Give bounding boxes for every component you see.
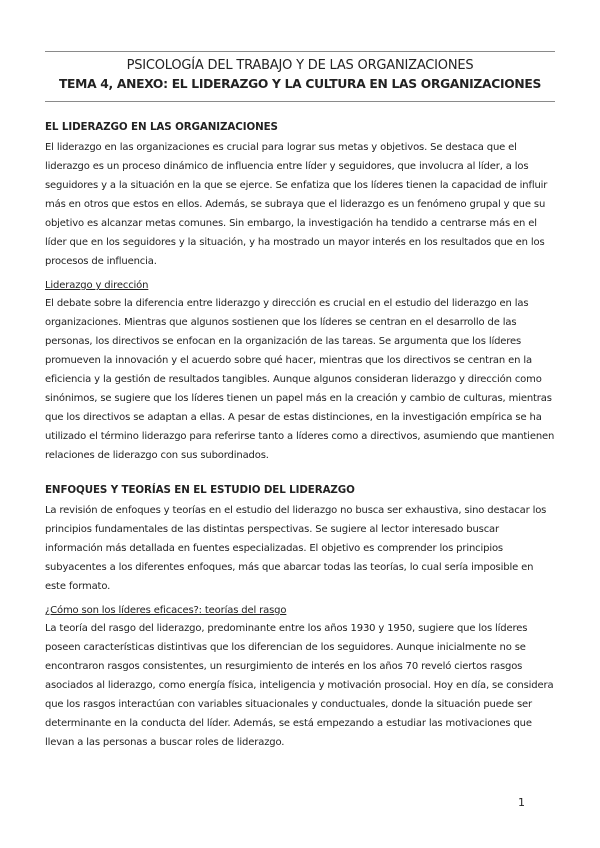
header-top-rule <box>45 51 555 52</box>
section-title-leadership: EL LIDERAZGO EN LAS ORGANIZACIONES <box>45 121 278 133</box>
topic-title: TEMA 4, ANEXO: EL LIDERAZGO Y LA CULTURA EN LAS ORGANIZACIONES <box>58 77 542 91</box>
course-title: PSICOLOGÍA DEL TRABAJO Y DE LAS ORGANIZACIONES <box>126 58 474 73</box>
subsection-title-leadership-management: Liderazgo y dirección <box>45 280 149 291</box>
section-spacer <box>45 465 555 483</box>
section-title-approaches: ENFOQUES Y TEORÍAS EN EL ESTUDIO DEL LIDERAZGO <box>45 484 355 496</box>
section-paragraph-leadership: El liderazgo en las organizaciones es crucial para lograr sus metas y objetivos. Se destaca que el liderazgo es un proceso dinámico de influencia entre líder y seguidores, que involucra al líder, a los seguidores y a la situación en la que se ejerce. Se enfatiza que los líderes tienen la capacidad de influir más en otros que estos en ellos. Además, se subraya que el liderazgo es un fenómeno grupal y que su objetivo es alcanzar metas comunes. Sin embargo, la investigación ha tendido a centrarse más en el líder que en los seguidores y la situación, y ha mostrado un mayor interés en los resultados que en los procesos de influencia. <box>45 142 548 267</box>
document-header <box>45 57 555 93</box>
subsection-paragraph-trait-theories: La teoría del rasgo del liderazgo, predominante entre los años 1930 y 1950, sugiere que los líderes poseen características distintivas que los diferencian de los seguidores. Aunque inicialmente no se encontraron rasgos consistentes, un resurgimiento de interés en los años 70 reveló ciertos rasgos asociados al liderazgo, como energía física, inteligencia y motivación prosocial. Hoy en día, se considera que los rasgos interactúan con variables situacionales y conductuales, donde la situación puede ser determinante en la conducta del líder. Además, se está empezando a estudiar las motivaciones que llevan a las personas a buscar roles de liderazgo. <box>45 623 554 748</box>
header-bottom-rule <box>45 101 555 102</box>
subsection-paragraph-leadership-management: El debate sobre la diferencia entre liderazgo y dirección es crucial en el estudio del liderazgo en las organizaciones. Mientras que algunos sostienen que los líderes se centran en el desarrollo de las personas, los directivos se enfocan en la organización de las tareas. Se argumenta que los líderes promueven la innovación y el acuerdo sobre qué hacer, mientras que los directivos se centran en la eficiencia y la gestión de resultados tangibles. Aunque algunos consideran liderazgo y dirección como sinónimos, se sugiere que los líderes tienen un papel más en la creación y cambio de culturas, mientras que los directivos se adaptan a ellas. A pesar de estas distinciones, en la investigación empírica se ha utilizado el término liderazgo para referirse tanto a líderes como a directivos, asumiendo que mantienen relaciones de liderazgo con sus subordinados. <box>45 298 555 461</box>
section-paragraph-approaches: La revisión de enfoques y teorías en el estudio del liderazgo no busca ser exhaustiva, sino destacar los principios fundamentales de las distintas perspectivas. Se sugiere al lector interesado buscar información más detallada en fuentes especializadas. El objetivo es comprender los principios subyacentes a los diferentes enfoques, más que abarcar todas las teorías, lo cual sería imposible en este formato. <box>45 505 547 592</box>
subsection-title-trait-theories: ¿Cómo son los líderes eficaces?: teorías del rasgo <box>45 605 287 616</box>
document-body <box>45 120 555 752</box>
page-number: 1 <box>518 796 525 809</box>
